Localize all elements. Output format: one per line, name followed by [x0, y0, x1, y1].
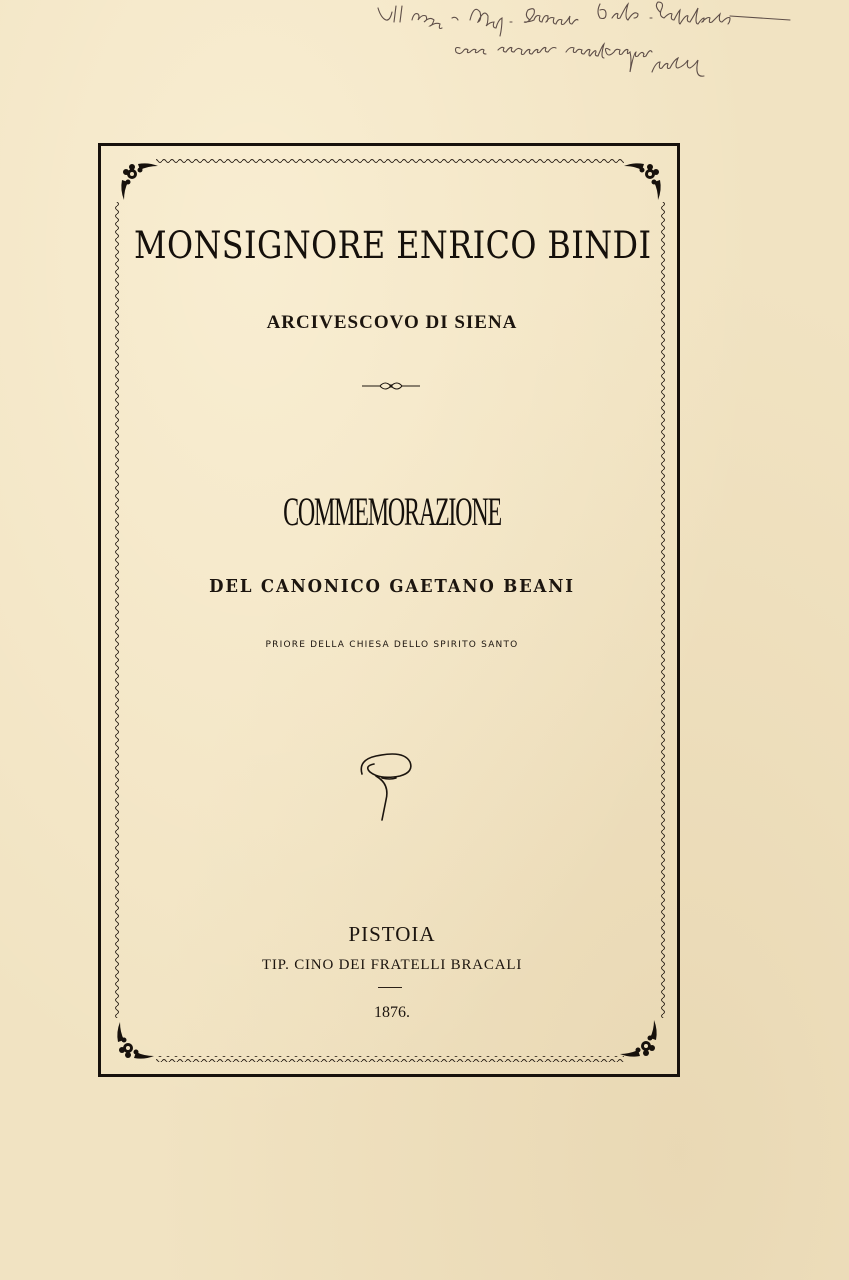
imprint-city: PISTOIA [348, 922, 436, 946]
divider-ornament-icon [360, 378, 422, 394]
corner-ornament-top-left-icon [118, 160, 162, 204]
page-title: MONSIGNORE ENRICO BINDI [134, 224, 652, 267]
handwritten-dedication [360, 0, 800, 100]
corner-ornament-bottom-right-icon [616, 1016, 660, 1060]
corner-ornament-top-right-icon [620, 160, 664, 204]
author-line: DEL CANONICO GAETANO BEANI [209, 576, 575, 597]
swirl-ornament-icon [356, 748, 418, 824]
section-heading: COMMEMORAZIONE [283, 489, 501, 534]
page-subtitle: ARCIVESCOVO DI SIENA [266, 312, 518, 333]
imprint-printer: TIP. CINO DEI FRATELLI BRACALI [261, 957, 523, 973]
imprint-year: 1876. [374, 1004, 410, 1021]
imprint-rule [378, 987, 402, 988]
corner-ornament-bottom-left-icon [114, 1018, 158, 1062]
author-role: PRIORE DELLA CHIESA DELLO SPIRITO SANTO [265, 640, 519, 650]
